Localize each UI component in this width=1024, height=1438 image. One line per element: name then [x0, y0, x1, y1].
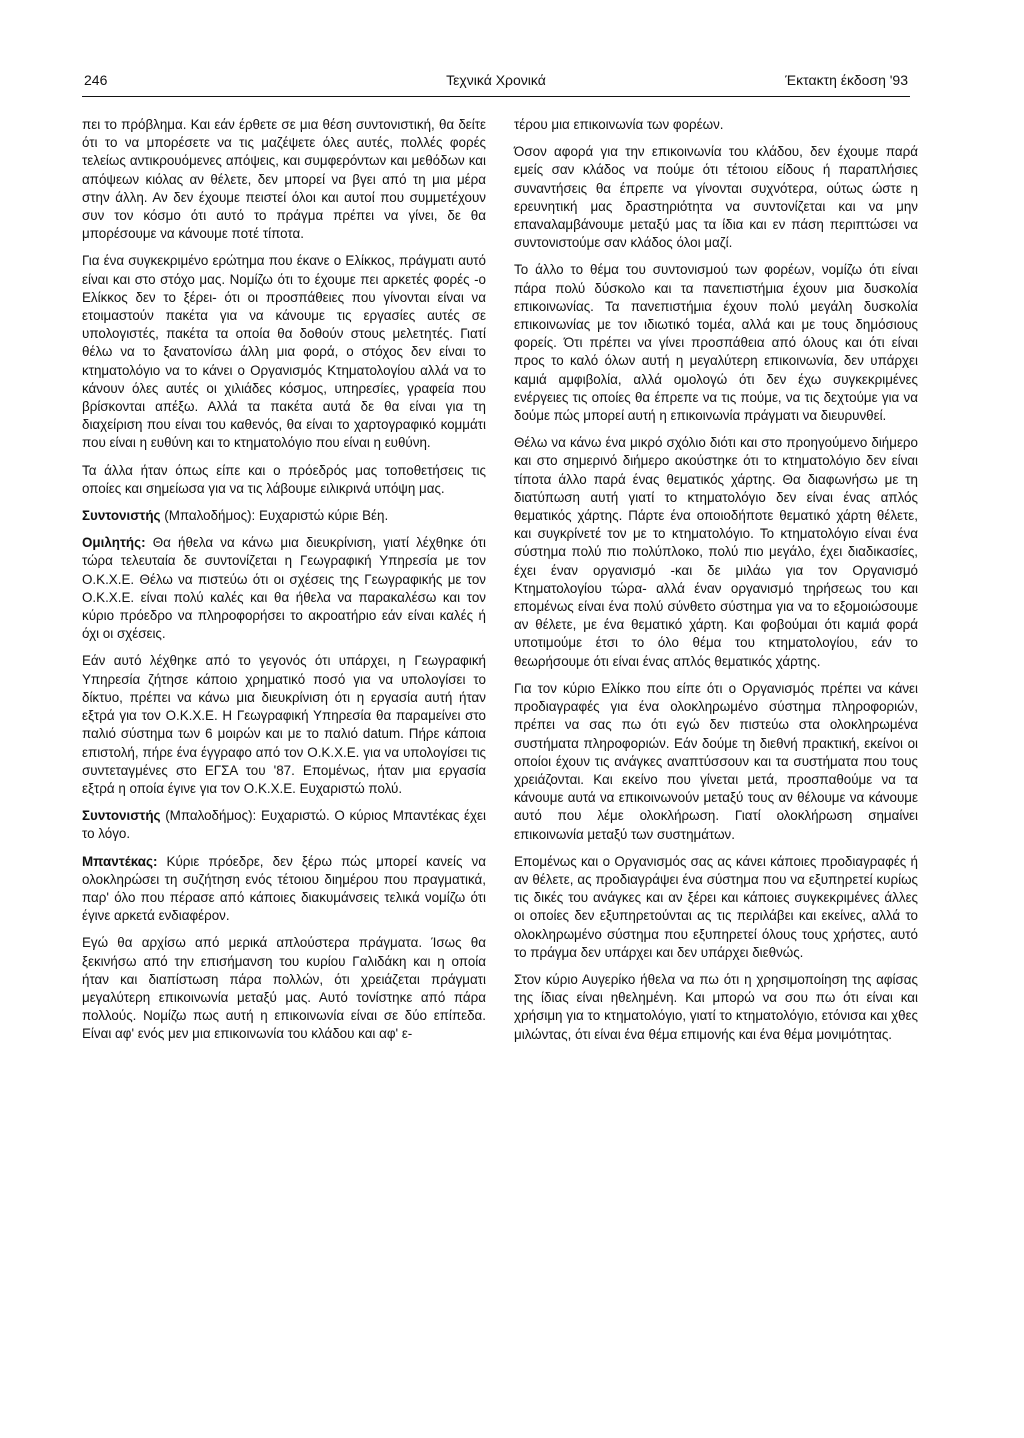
journal-title: Τεχνικά Χρονικά	[446, 72, 546, 88]
paragraph-text: (Μπαλοδήμος): Ευχαριστώ κύριε Βέη.	[160, 508, 389, 524]
paragraph-text: (Μπαλοδήμος): Ευχαριστώ. Ο κύριος Μπαντέκας έχει το λόγο.	[82, 808, 486, 842]
paragraph	[82, 507, 486, 525]
paragraph	[514, 143, 918, 252]
paragraph-text: Κύριε πρόεδρε, δεν ξέρω πώς μπορεί κανείς να ολοκληρώσει τη συζήτηση ενός τέτοιου διημέρου που πραγματικά, παρ' όλο που πέρασε από κάποιες διακυμάνσεις τελικά νομίζω ότι έγινε αρκετά ενδιαφέρον.	[82, 853, 486, 924]
paragraph	[82, 534, 486, 643]
edition-label: Έκτακτη έκδοση '93	[785, 72, 908, 88]
paragraph	[514, 116, 918, 134]
paragraph-text: Το άλλο το θέμα του συντονισμού των φορέων, νομίζω ότι είναι πάρα πολύ δύσκολο και τα πανεπιστήμια έχουν μια δυσκολία επικοινωνίας. Τα πανεπιστήμια έχουν πολύ μεγάλη δυσκολία επικοινωνίας με τον ιδιωτικό τομέα, αλλά και με τους δημόσιους φορείς. Ότι πρέπει να γίνει προσπάθεια από όλους και ότι είναι προς το καλό όλων αυτή η μεγαλύτερη επικοινωνία, δεν υπάρχει καμιά αμφιβολία, αλλά ομολογώ ότι δεν έχω συγκεκριμένες ενέργειες τις οποίες θα έπρεπε να τις πούμε, να τις δεχτούμε για να δούμε πώς μπορεί αυτή η επικοινωνία πράγματι να διευρυνθεί.	[514, 262, 918, 424]
paragraph-text: Για ένα συγκεκριμένο ερώτημα που έκανε ο Ελίκκος, πράγματι αυτό είναι και στο στόχο μας. Νομίζω ότι το έχουμε πει αρκετές φορές -ο Ελίκκος δεν το ξέρει- ότι οι προσπάθειες που γίνονται είναι να ετοιμαστούν πακέτα για να κάνουμε τις εργασίες αυτές σε υπολογιστές, πακέτα τα οποία θα δοθούν στους μελετητές. Γιατί θέλω να το ξανατονίσω άλλη μια φορά, ο στόχος δεν είναι το κτηματολόγιο να το κάνει ο Οργανισμός Κτηματολογίου αλλά να το κάνουν όλες αυτές οι χιλιάδες κόσμος, υπηρεσίες, γραφεία που βρίσκονται απέξω. Αλλά τα πακέτα αυτά δε θα είναι για τη διαχείριση που είναι του καθενός, θα είναι το χαρτογραφικό κομμάτι που είναι η ευθύνη και το κτηματολόγιο που είναι η ευθύνη.	[82, 253, 486, 451]
paragraph	[82, 807, 486, 843]
paragraph-text: Θα ήθελα να κάνω μια διευκρίνιση, γιατί λέχθηκε ότι τώρα τελευταία δε συντονίζεται η Γεωγραφική Υπηρεσία με τον Ο.Κ.Χ.Ε. Θέλω να πιστεύω ότι οι σχέσεις της Γεωγραφικής με τον Ο.Κ.Χ.Ε. είναι πολύ καλές και θα ήθελα να παρακαλέσω και τον κύριο πρόεδρο να πληροφορήσει το ακροατήριο εάν είναι καλές ή όχι οι σχέσεις.	[82, 535, 486, 642]
left-column	[82, 116, 486, 1053]
page-header	[82, 72, 910, 97]
paragraph	[514, 971, 918, 1044]
paragraph-text: Στον κύριο Αυγερίκο ήθελα να πω ότι η χρησιμοποίηση της αφίσας της ίδιας είναι ηθελημένη. Και μπορώ να σου πω ότι είναι και χρήσιμη για το κτηματολόγιο, γιατί το κτηματολόγιο, ετόνισα και χθες μιλώντας, ότι είναι ένα θέμα επιμονής και ένα θέμα μονιμότητας.	[514, 971, 918, 1042]
speaker-label: Συντονιστής	[82, 508, 161, 524]
paragraph-text: Όσον αφορά για την επικοινωνία του κλάδου, δεν έχουμε παρά εμείς σαν κλάδος να πούμε ότι τέτοιου είδους ή παραπλήσιες συναντήσεις θα έπρεπε να γίνονται συχνότερα, ούτως ώστε η ερευνητική μας δραστηριότητα να συντονίζεται και να μην επαναλαμβάνουμε μεταξύ μας τα ίδια και εν πάση περιπτώσει να συντονιστούμε σαν κλάδος όλοι μαζί.	[514, 144, 918, 251]
paragraph	[514, 261, 918, 425]
page-number: 246	[84, 72, 108, 88]
paragraph	[82, 934, 486, 1043]
paragraph	[82, 462, 486, 498]
paragraph	[82, 853, 486, 926]
paragraph-text: Για τον κύριο Ελίκκο που είπε ότι ο Οργανισμός πρέπει να κάνει προδιαγραφές για ένα ολοκληρωμένο σύστημα πληροφοριών, πρέπει να σας πω ότι εγώ δεν πιστεύω στα ολοκληρωμένα συστήματα πληροφοριών. Εάν δούμε τη διεθνή πρακτική, εκείνοι οι οποίοι έχουν τις ανάγκες αναπτύσσουν και τα συστήματα που τους χρειάζονται. Και εκείνο που γίνεται μετά, προσπαθούμε να τα κάνουμε αυτά να επικοινωνούν μεταξύ τους αν θέλουμε να κάνουμε αυτό που λέμε ολοκλήρωση. Γιατί ολοκλήρωση σημαίνει επικοινωνία μεταξύ των συστημάτων.	[514, 680, 918, 842]
right-column	[514, 116, 918, 1053]
paragraph	[514, 434, 918, 671]
paragraph	[514, 853, 918, 962]
paragraph	[82, 652, 486, 798]
speaker-label: Συντονιστής	[82, 808, 161, 824]
paragraph-text: πει το πρόβλημα. Και εάν έρθετε σε μια θέση συντονιστική, θα δείτε ότι το να μπορέσετε να τις μαζέψετε όλες αυτές, πολλές φορές τελείως αντικρουόμενες απόψεις, και συμφερόντων και μεθόδων και απόψεων κιόλας αν θέλετε, δεν μπορεί να βγει από τη μια μέρα στην άλλη. Αν δεν έχουμε πειστεί όλοι και αυτοί που συμμετέχουν συν τον κόσμο ότι αυτό το πράγμα πρέπει να γίνει, δε θα μπορέσουμε να κάνουμε ποτέ τίποτα.	[82, 117, 486, 242]
paragraph-text: Επομένως και ο Οργανισμός σας ας κάνει κάποιες προδιαγραφές ή αν θέλετε, ας προδιαγράψει ένα σύστημα που να εξυπηρετεί κυρίως τις δικές του ανάγκες και αν ξέρει και κάποιες συγκεκριμένες άλλες οι οποίες δεν εξυπηρετούνται ας τις περιλάβει και εκείνες, αλλά το ολοκληρωμένο σύστημα που εξυπηρετεί όλους τους χρήστες, αυτό το πράγμα δεν υπάρχει και δεν υπάρχει διεθνώς.	[514, 853, 918, 960]
paragraph-text: Θέλω να κάνω ένα μικρό σχόλιο διότι και στο προηγούμενο διήμερο και στο σημερινό διήμερο ακούστηκε ότι το κτηματολόγιο δεν είναι τίποτα άλλο παρά ένας θεματικός χάρτης. Θα διαφωνήσω με τη διατύπωση αυτή γιατί το κτηματολόγιο δεν είναι ένας απλός θεματικός χάρτης. Πάρτε ένα οποιοδήποτε θεματικό χάρτη θέλετε, και συγκρίνετέ τον με το κτηματολόγιο. Το κτηματολόγιο είναι ένα σύστημα πολύ πιο πολύπλοκο, πολύ πιο μεγάλο, έχει διαδικασίες, έχει έναν οργανισμό -και δε μιλάω για τον Οργανισμό Κτηματολογίου τώρα- αλλά έναν οργανισμό τηρήσεως του και επομένως είναι ένα πολύ σύνθετο σύστημα για να το εξομοιώσουμε αν θέλετε, με ένα θεματικό χάρτη. Και φοβούμαι ότι καμιά φορά υποτιμούμε έτσι το όλο θέμα του κτηματολογίου, εάν το θεωρήσουμε ότι είναι ένας απλός θεματικός χάρτης.	[514, 435, 918, 669]
speaker-label: Μπαντέκας:	[82, 853, 158, 869]
paragraph-text: Εάν αυτό λέχθηκε από το γεγονός ότι υπάρχει, η Γεωγραφική Υπηρεσία ζήτησε κάποιο χρηματικό ποσό για να υπολογίσει το δίκτυο, πρέπει να κάνω μια διευκρίνιση ότι η εργασία αυτή ήταν εξτρά για τον Ο.Κ.Χ.Ε. Η Γεωγραφική Υπηρεσία θα παραμείνει στο παλιό σύστημα των 6 μοιρών και με το παλιό datum. Πήρε κάποια επιστολή, πήρε ένα έγγραφο από τον Ο.Κ.Χ.Ε. για να υπολογίσει τις συντεταγμένες στο ΕΓΣΑ του '87. Επομένως, ήταν μια εργασία εξτρά η οποία έγινε για τον Ο.Κ.Χ.Ε. Ευχαριστώ πολύ.	[82, 653, 486, 796]
speaker-label: Ομιλητής:	[82, 535, 146, 551]
paragraph-text: Εγώ θα αρχίσω από μερικά απλούστερα πράγματα. Ίσως θα ξεκινήσω από την επισήμανση του κυρίου Γαλιδάκη και η οποία ήταν και διαπίστωση πάρα πολλών, ότι χρειάζεται πράγματι μεγαλύτερη επικοινωνία μεταξύ μας. Αυτό τονίστηκε από πάρα πολλούς. Νομίζω πως αυτή η επικοινωνία είναι σε δύο επίπεδα. Είναι αφ' ενός μεν μια επικοινωνία του κλάδου και αφ' ε-	[82, 935, 486, 1042]
paragraph-text: τέρου μια επικοινωνία των φορέων.	[514, 117, 724, 132]
paragraph	[82, 252, 486, 452]
paragraph	[514, 680, 918, 844]
paragraph	[82, 116, 486, 243]
paragraph-text: Τα άλλα ήταν όπως είπε και ο πρόεδρός μας τοποθετήσεις τις οποίες και σημείωσα για να τις λάβουμε ειλικρινά υπόψη μας.	[82, 462, 486, 496]
